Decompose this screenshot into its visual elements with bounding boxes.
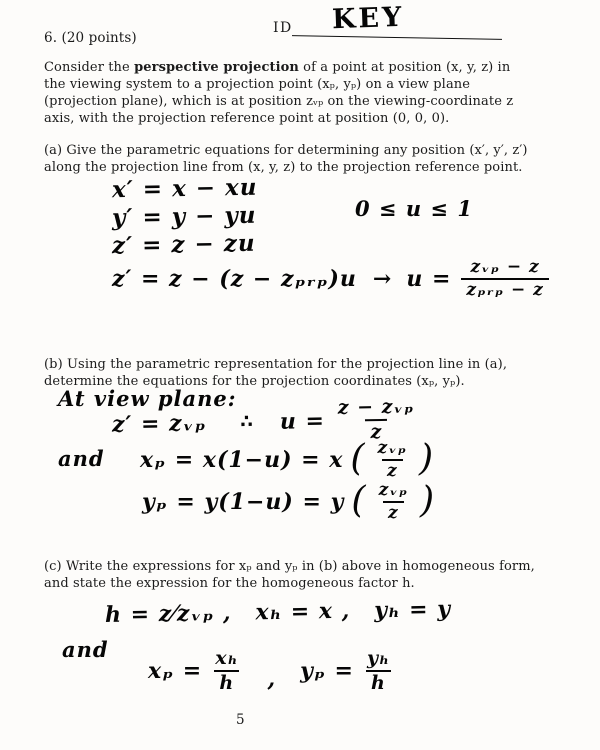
fraction-numerator: z − zᵥₚ	[337, 395, 415, 419]
implies-arrow: →	[372, 265, 393, 292]
hw-c-h-equation: h = z⁄zᵥₚ ,	[104, 599, 232, 629]
hw-b-xp-fraction	[373, 439, 412, 480]
hw-b-u-fraction	[333, 396, 420, 443]
part-c-prompt: (c) Write the expressions for xₚ and yₚ in (b) above in homogeneous form, and state the expression for the homogeneous factor h.	[44, 559, 535, 592]
fraction-denominator: z	[365, 419, 387, 443]
fraction-denominator: z	[383, 501, 404, 523]
fraction-numerator: zᵥₚ	[377, 438, 408, 458]
part-b-prompt: (b) Using the parametric representation for the projection line in (a), determine the equations for the projection coordinates (xₚ, yₚ).	[44, 357, 508, 390]
fraction-denominator: h	[366, 670, 391, 694]
id-underline	[292, 35, 502, 40]
fraction-denominator: z	[382, 459, 403, 481]
hw-c-and: and	[62, 637, 109, 662]
hw-a-u-equals: u =	[406, 265, 452, 292]
fraction-numerator: xₕ	[215, 647, 239, 669]
hw-c-yh-equation: yₕ = y	[374, 595, 452, 624]
open-paren: (	[350, 435, 366, 479]
hw-b-u-equals: u =	[279, 407, 326, 435]
hw-c-h-row	[105, 596, 451, 628]
hw-c-xh-over-h-fraction	[210, 648, 243, 694]
intro-body-text: of a point at position (x, y, z) in the viewing system to a projection point (xₚ, yₚ) on a view plane (projection plane), which is at position zᵥₚ on the viewing-coordinate z axis, with the projection reference point at position (0, 0, 0).	[44, 60, 514, 127]
intro-lead-text: Consider the	[44, 60, 135, 75]
fraction-numerator: zᵥₚ	[378, 480, 409, 500]
hw-a-eq-yprime: y′ = y − yu	[111, 201, 257, 232]
open-paren: (	[351, 477, 367, 521]
question-number: 6. (20 points)	[44, 30, 137, 46]
hw-c-yp-lhs: yₚ =	[300, 657, 354, 684]
hw-a-u-range: 0 ≤ u ≤ 1	[355, 196, 473, 221]
hw-a-eq-zprime: z′ = z − zu	[111, 229, 256, 260]
perspective-projection-bold: perspective projection	[134, 60, 299, 75]
fraction-denominator: zₚᵣₚ − z	[461, 278, 548, 300]
question-intro	[44, 59, 536, 128]
therefore-symbol: ∴	[240, 411, 255, 433]
fraction-denominator: h	[214, 670, 239, 694]
hw-a-u-fraction	[461, 258, 548, 299]
close-paren: )	[419, 435, 435, 479]
hw-c-projection-row	[148, 648, 395, 694]
hw-b-and: and	[58, 446, 105, 471]
hw-b-yp-fraction	[374, 481, 413, 522]
id-value-handwritten: KEY	[331, 1, 405, 36]
hw-b-yp-lhs: yₚ = y(1−u) = y	[142, 488, 345, 515]
comma-separator: ,	[267, 665, 277, 692]
hw-b-yp-row	[142, 477, 436, 523]
hw-a-eq-xprime: x′ = x − xu	[111, 173, 258, 204]
hw-a-eq-zprime-expanded	[112, 258, 549, 299]
id-label: ID	[273, 20, 293, 36]
hw-a-expanded-lhs: z′ = z − (z − zₚᵣₚ)u	[112, 265, 357, 292]
hw-b-xp-lhs: xₚ = x(1−u) = x	[140, 446, 344, 473]
hw-c-yh-over-h-fraction	[362, 648, 395, 694]
hw-b-zprime-at-vp: z′ = zᵥₚ	[111, 409, 207, 438]
hw-b-note: At view plane:	[58, 386, 237, 411]
hw-c-xp-lhs: xₚ =	[148, 657, 203, 684]
hw-c-xh-equation: xₕ = x ,	[255, 597, 351, 626]
part-a-prompt: (a) Give the parametric equations for determining any position (x′, y′, z′) along the projection line from (x, y, z) to the projection reference point.	[44, 143, 528, 176]
fraction-numerator: yₕ	[366, 647, 390, 669]
page-number: 5	[236, 712, 245, 728]
hw-b-xp-row	[140, 435, 435, 481]
close-paren: )	[420, 477, 436, 521]
fraction-numerator: zᵥₚ − z	[470, 257, 540, 277]
